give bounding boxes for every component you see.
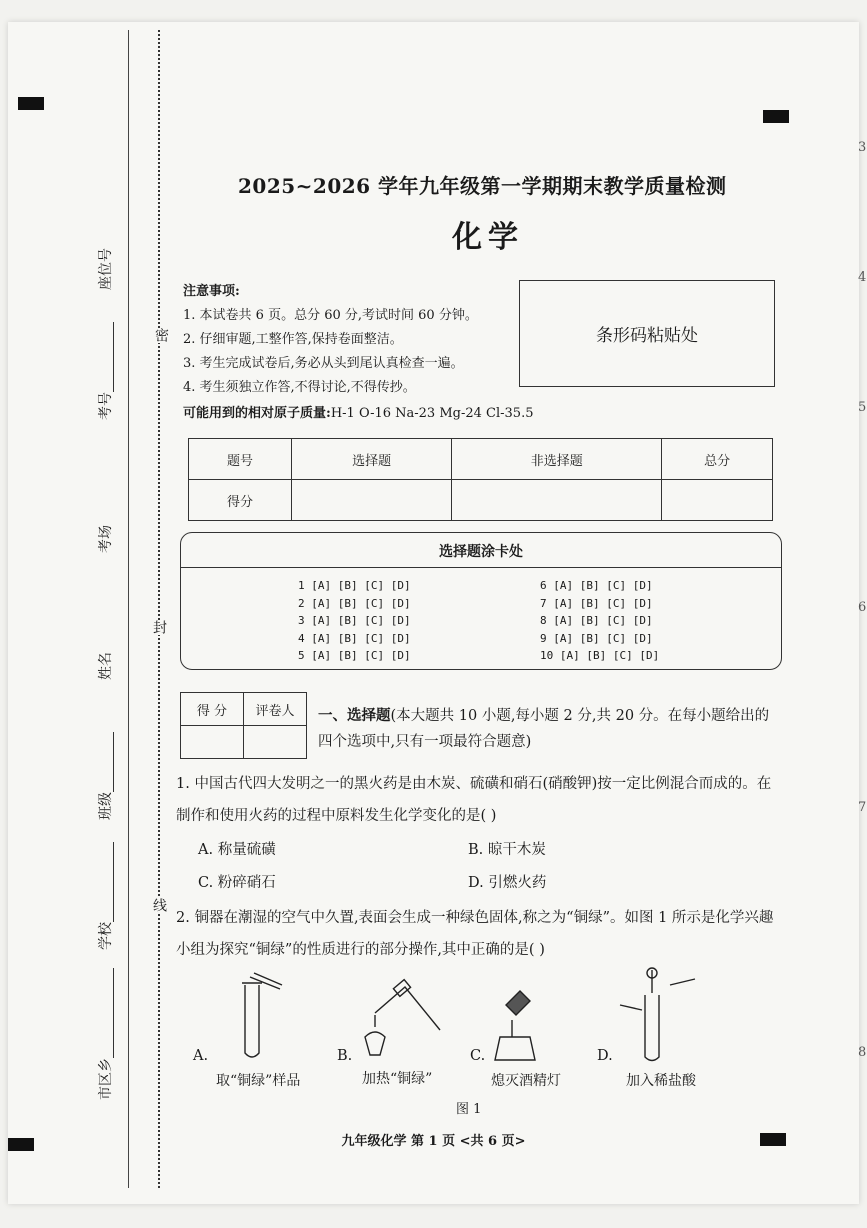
school-label: 学校 — [95, 842, 115, 950]
margin-number: 5 — [858, 400, 867, 415]
section-heading: 一、选择题(本大题共 10 小题,每小题 2 分,共 20 分。在每小题给出的四个选项中,只有一项最符合题意) — [318, 707, 770, 750]
divider — [181, 567, 781, 568]
answer-card — [180, 532, 782, 670]
answer-row[interactable]: 6 [A] [B] [C] [D] — [540, 579, 653, 592]
question-1-option-c[interactable]: C. 粉碎硝石 — [198, 875, 276, 891]
exam-room-label: 考场 — [98, 525, 114, 553]
seal-xian-char: 线 — [151, 898, 167, 913]
answer-row[interactable]: 2 [A] [B] [C] [D] — [298, 596, 411, 610]
question-1-option-d[interactable]: D. 引燃火药 — [468, 875, 547, 891]
answer-row[interactable]: 8 [A] [B] [C] [D] — [540, 614, 653, 627]
name-label: 姓名 — [98, 652, 114, 680]
page-footer: 九年级化学 第 1 页 <共 6 页> — [341, 1134, 526, 1149]
section-score-cell[interactable] — [181, 726, 244, 759]
score-header: 非选择题 — [452, 439, 662, 480]
score-header: 总分 — [662, 439, 773, 480]
margin-number: 7 — [858, 800, 867, 815]
margin-number: 6 — [858, 600, 867, 615]
answer-row[interactable]: 4 [A] [B] [C] [D] — [298, 631, 411, 645]
notes-title: 注意事项: — [183, 284, 240, 299]
margin-number: 4 — [858, 270, 867, 285]
section-grader-cell[interactable] — [244, 726, 307, 759]
district-label: 市区乡 — [95, 968, 115, 1100]
score-cell[interactable] — [452, 480, 662, 521]
barcode-area: 条形码粘贴处 — [519, 280, 775, 387]
score-header: 题号 — [189, 439, 292, 480]
note-item: 4. 考生须独立作答,不得讨论,不得传抄。 — [183, 380, 416, 395]
margin-number: 8 — [858, 1045, 867, 1060]
seal-feng-char: 封 — [151, 620, 167, 635]
caption-a: 取“铜绿”样品 — [216, 1073, 301, 1089]
score-row-label: 得分 — [189, 480, 292, 521]
seat-number-label: 座位号 — [98, 248, 114, 290]
registration-mark — [18, 97, 44, 110]
caption-d: 加入稀盐酸 — [626, 1073, 696, 1089]
subject-title: 化学 — [452, 220, 524, 255]
exam-notes — [183, 280, 478, 400]
seal-mi-char: 密 — [153, 328, 169, 343]
figure-label: 图 1 — [456, 1102, 482, 1117]
answer-column-left — [298, 577, 411, 665]
answer-row[interactable]: 10 [A] [B] [C] [D] — [540, 649, 660, 662]
note-item: 3. 考生完成试卷后,务必从头到尾认真检查一遍。 — [183, 356, 464, 371]
answer-row[interactable]: 3 [A] [B] [C] [D] — [298, 614, 411, 627]
caption-b: 加热“铜绿” — [362, 1071, 433, 1087]
question-2-option-d[interactable]: D. — [597, 1048, 613, 1064]
question-2-stem: 2. 铜器在潮湿的空气中久置,表面会生成一种绿色固体,称之为“铜绿”。如图 1 所示是化学兴趣小组为探究“铜绿”的性质进行的部分操作,其中正确的是( ) — [176, 910, 774, 958]
question-2-option-a[interactable]: A. — [193, 1048, 209, 1064]
class-label: 班级 — [95, 732, 115, 820]
answer-card-title: 选择题涂卡处 — [439, 544, 523, 560]
registration-mark — [763, 110, 789, 123]
caption-c: 熄灭酒精灯 — [491, 1073, 561, 1089]
score-table — [188, 438, 773, 521]
answer-row[interactable]: 5 [A] [B] [C] [D] — [298, 649, 411, 662]
note-item: 1. 本试卷共 6 页。总分 60 分,考试时间 60 分钟。 — [183, 308, 478, 323]
question-1-option-b[interactable]: B. 晾干木炭 — [468, 842, 546, 858]
seal-line — [158, 30, 160, 1188]
answer-row[interactable]: 9 [A] [B] [C] [D] — [540, 631, 653, 645]
figure-1-illustrations — [190, 965, 730, 1065]
binding-line — [128, 30, 129, 1188]
margin-number: 3 — [858, 140, 867, 155]
alcohol-lamp-icon — [495, 991, 535, 1060]
test-tube-sampling-icon — [242, 973, 282, 1057]
section-score-header: 得 分 — [181, 693, 244, 726]
question-2-option-b[interactable]: B. — [337, 1048, 353, 1064]
atomic-masses: 可能用到的相对原子质量:H-1 O-16 Na-23 Mg-24 Cl-35.5 — [183, 406, 534, 421]
section-score-box — [180, 692, 307, 759]
exam-title: 2025~2026 学年九年级第一学期期末教学质量检测 — [238, 174, 727, 198]
note-item: 2. 仔细审题,工整作答,保持卷面整洁。 — [183, 332, 403, 347]
score-header: 选择题 — [292, 439, 452, 480]
score-cell[interactable] — [662, 480, 773, 521]
question-1-option-a[interactable]: A. 称量硫磺 — [198, 842, 276, 858]
question-2-option-c[interactable]: C. — [470, 1048, 486, 1064]
answer-row[interactable]: 7 [A] [B] [C] [D] — [540, 596, 653, 610]
heating-setup-icon — [365, 980, 440, 1055]
section-grader-header: 评卷人 — [244, 693, 307, 726]
answer-row[interactable]: 1 [A] [B] [C] [D] — [298, 579, 411, 592]
dropper-adding-acid-icon — [620, 968, 695, 1061]
answer-column-right — [540, 577, 659, 665]
question-1-stem: 1. 中国古代四大发明之一的黑火药是由木炭、硫磺和硝石(硝酸钾)按一定比例混合而成的。在制作和使用火药的过程中原料发生化学变化的是( ) — [176, 776, 772, 824]
exam-number-label: 考号 — [95, 322, 115, 420]
score-cell[interactable] — [292, 480, 452, 521]
